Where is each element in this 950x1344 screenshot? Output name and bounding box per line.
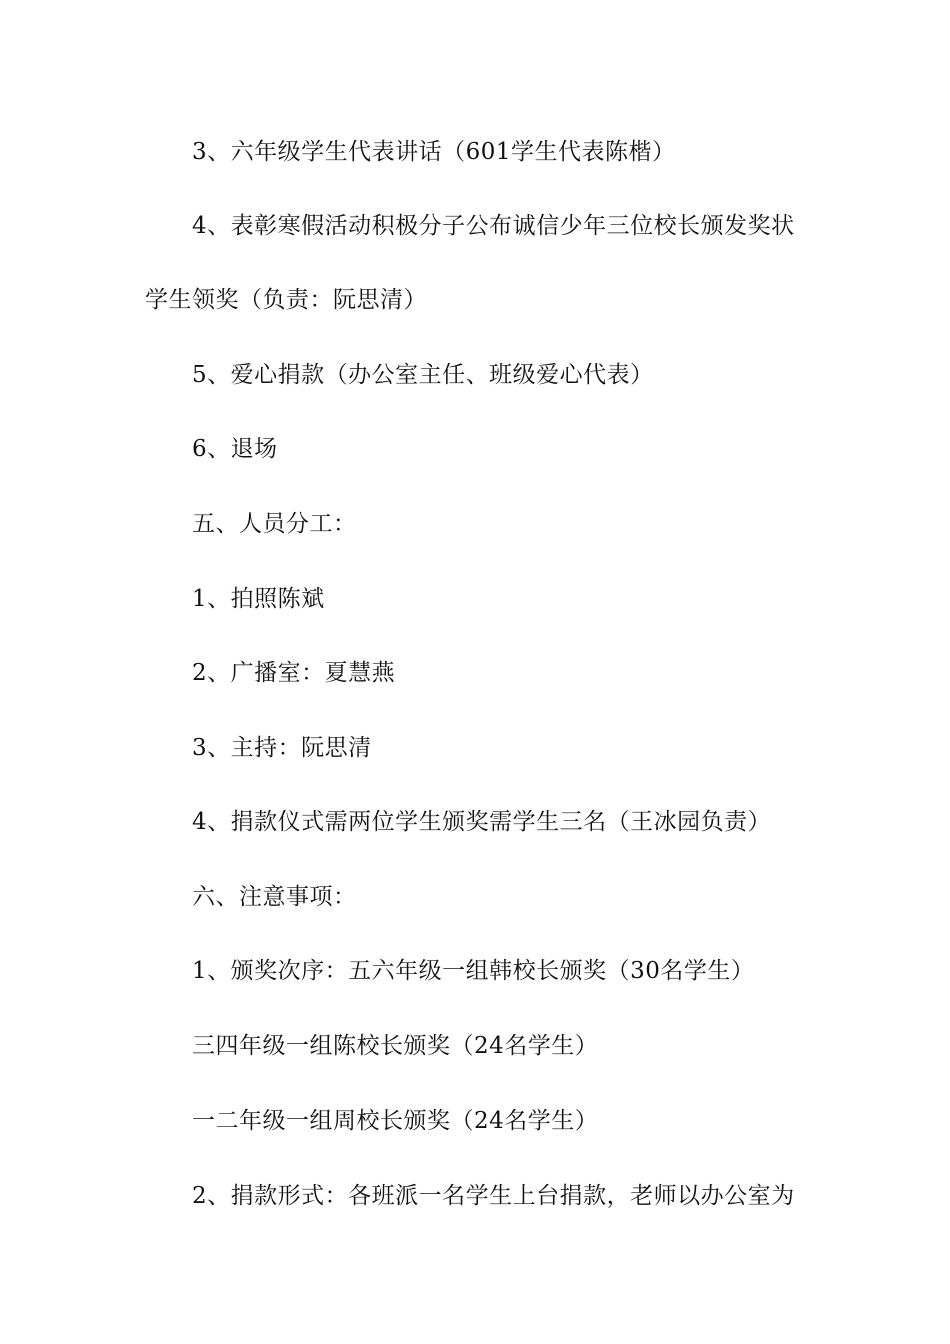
paragraph-line: 5、爱心捐款（办公室主任、班级爱心代表） [192, 362, 654, 388]
paragraph-line: 三四年级一组陈校长颁奖（24名学生） [192, 1033, 599, 1059]
paragraph-line: 1、拍照陈斌 [192, 586, 325, 612]
paragraph-line: 2、广播室：夏慧燕 [192, 660, 396, 686]
section-heading: 五、人员分工： [192, 511, 357, 537]
paragraph-line: 2、捐款形式：各班派一名学生上台捐款，老师以办公室为 [192, 1183, 795, 1209]
paragraph-line: 4、捐款仪式需两位学生颁奖需学生三名（王冰园负责） [192, 809, 772, 835]
paragraph-line: 1、颁奖次序：五六年级一组韩校长颁奖（30名学生） [192, 958, 755, 984]
paragraph-line: 学生领奖（负责：阮思清） [145, 287, 427, 313]
paragraph-line: 4、表彰寒假活动积极分子公布诚信少年三位校长颁发奖状 [192, 213, 795, 239]
section-heading: 六、注意事项： [192, 884, 357, 910]
paragraph-line: 3、六年级学生代表讲话（601学生代表陈楷） [192, 139, 676, 165]
paragraph-line: 6、退场 [192, 436, 278, 462]
paragraph-line: 3、主持：阮思清 [192, 735, 372, 761]
paragraph-line: 一二年级一组周校长颁奖（24名学生） [192, 1108, 599, 1134]
